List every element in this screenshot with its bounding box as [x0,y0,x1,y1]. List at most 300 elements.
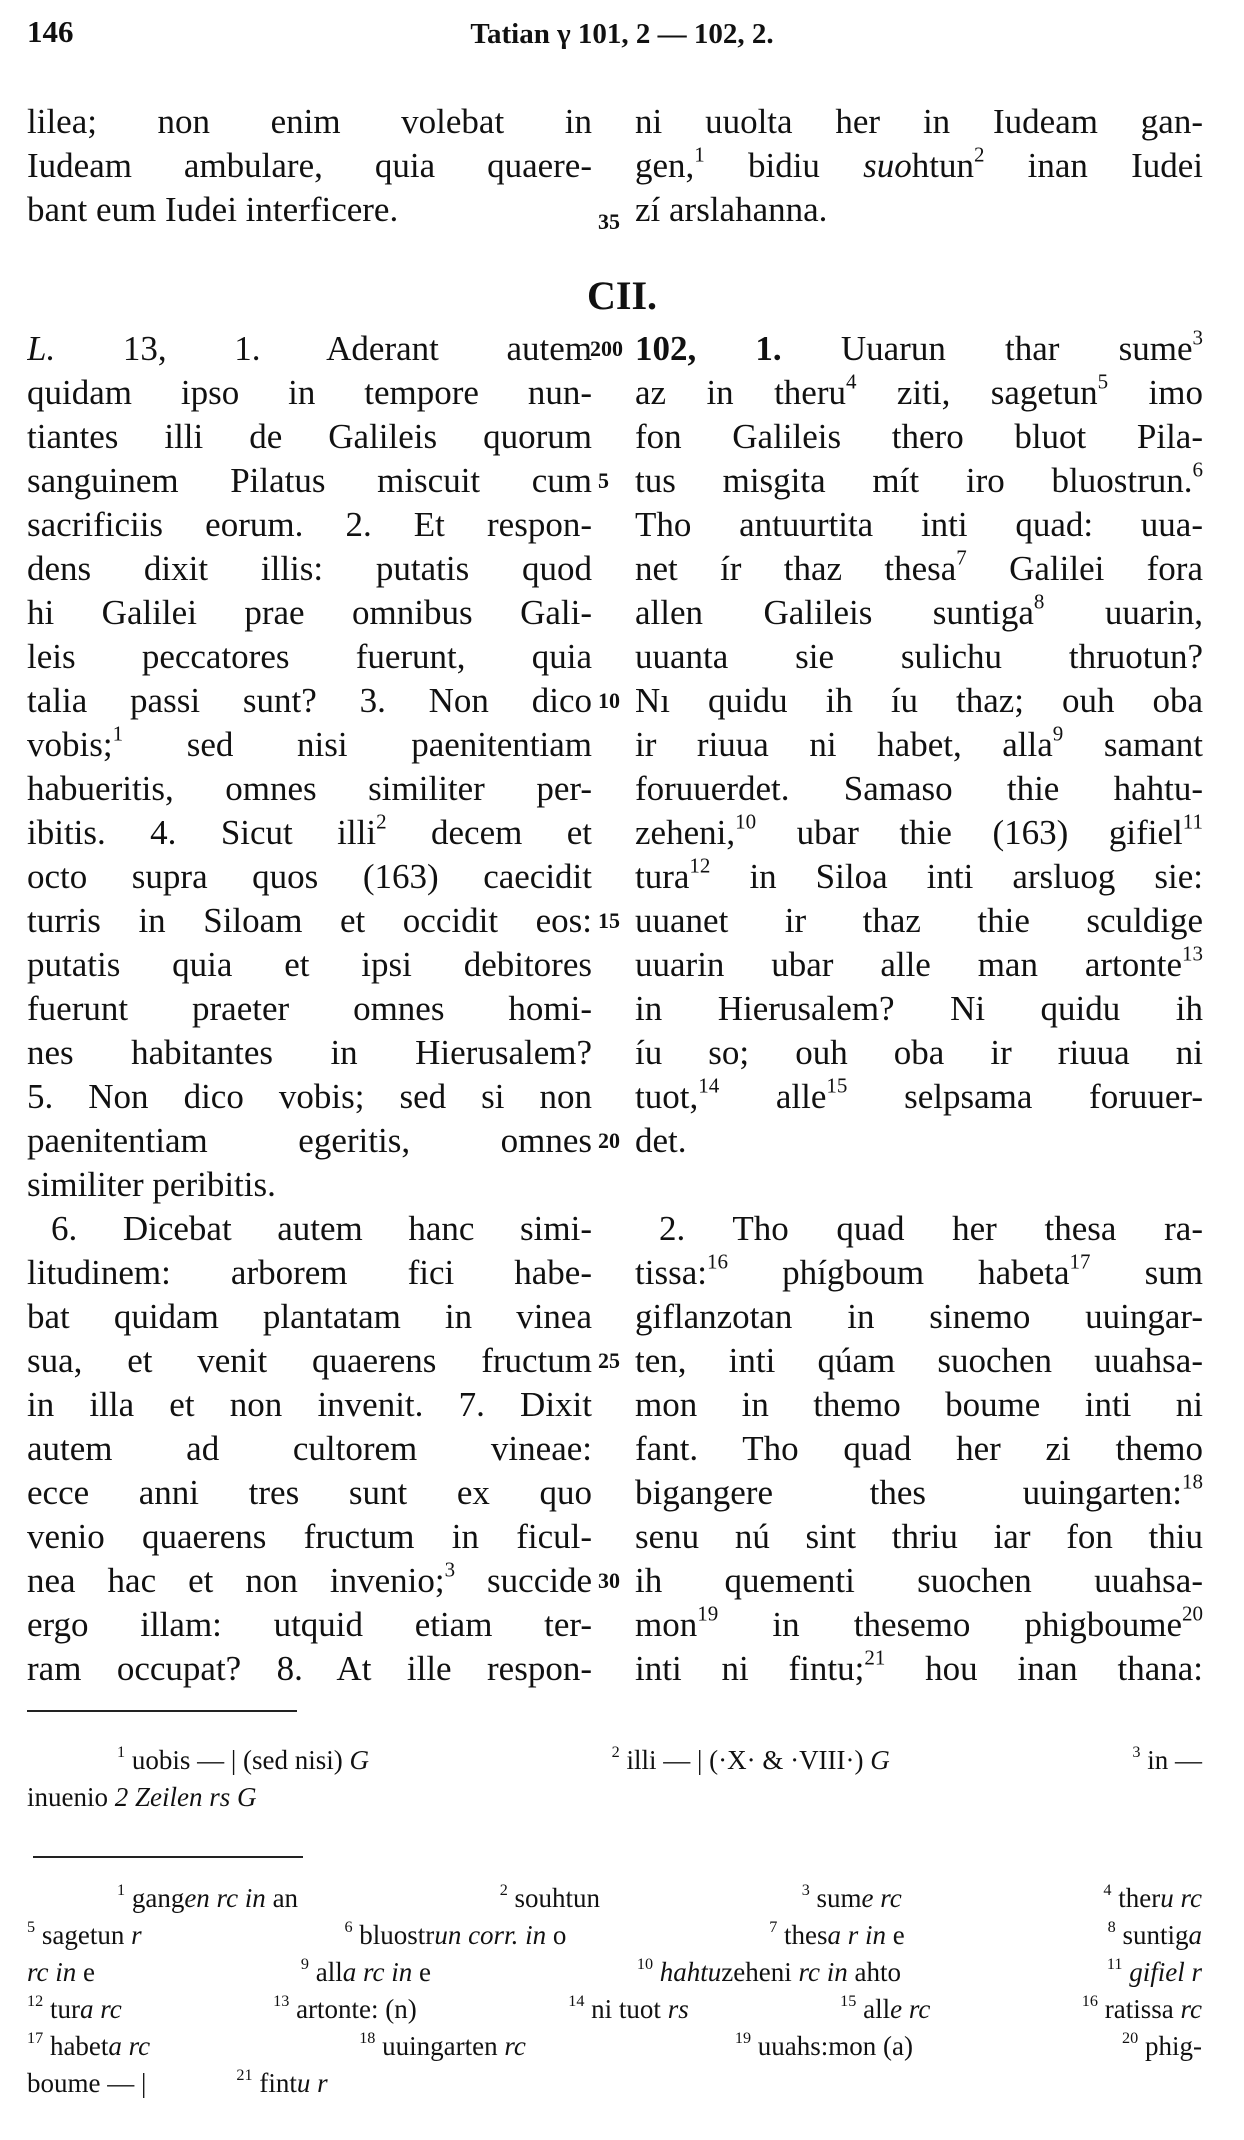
text-run: sacrificiis eorum. 2. Et respon- [27,505,592,544]
text-line [27,1427,592,1471]
bold-text: 102, 1. [635,329,782,368]
footnote [344,1917,566,1954]
footnote-marker: 10 [636,1954,654,1973]
italic-text: u rc [1160,1883,1202,1913]
footnote [27,2065,146,2102]
italic-text: u r [296,2068,328,2098]
text-run: íu so; ouh oba ir riuua ni [635,1033,1203,1072]
text-run: suntig [1115,1920,1189,1950]
text-run: litudinem: arborem fici habe- [27,1253,592,1292]
text-run: samant [1063,725,1203,764]
text-line [635,943,1203,987]
footnote [637,1954,901,1991]
footnote-marker: 4 [1103,1880,1112,1899]
footnote [735,2028,913,2065]
text-run: imo [1108,373,1203,412]
text-run: det. [635,1121,687,1160]
text-run: ziti, sagetun [856,373,1098,412]
footnote-marker: 7 [769,1917,778,1936]
text-run: habet [43,2031,109,2061]
text-line [27,1383,592,1427]
text-run: sanguinem Pilatus miscuit cum [27,461,592,500]
italic-text: e rc [890,1994,931,2024]
text-run: nea hac et non invenio; [27,1561,445,1600]
text-run: tuot, [635,1077,699,1116]
italic-text: G [870,1745,890,1775]
page-number: 146 [27,14,74,49]
text-run: uuingarten [375,2031,505,2061]
text-line [635,1163,1203,1207]
text-line [635,459,1203,503]
text-line [27,1515,592,1559]
footnote [273,1991,417,2028]
text-run: zeheni, [635,813,736,852]
running-title: Tatian γ 101, 2 — 102, 2. [470,18,774,50]
footnote [1122,2028,1202,2065]
line-number: 25 [598,1348,620,1373]
text-run: ni tuot [584,1994,668,2024]
text-run: paenitentiam egeritis, omnes [27,1121,592,1160]
text-run: habueritis, omnes similiter per- [27,769,592,808]
footnote-marker: 1 [112,723,124,746]
text-run: Nı quidu ih íu thaz; ouh oba [635,681,1203,720]
text-run: ahto [847,1957,901,1987]
italic-text: a rc [108,2031,151,2061]
top-left-column [27,100,592,232]
text-line [27,987,592,1031]
line-number: 30 [598,1568,620,1593]
footnote-marker: 20 [1182,1603,1203,1626]
text-line [635,1603,1203,1647]
footnote-marker: 14 [698,1075,720,1098]
text-run: leis peccatores fuerunt, quia [27,637,592,676]
text-line [27,100,592,144]
text-line [635,591,1203,635]
text-run: uuanta sie sulichu thruotun? [635,637,1203,676]
text-line [635,1383,1203,1427]
text-run: inuenio [27,1782,115,1812]
text-run: tus misgita mít iro bluostrun. [635,461,1193,500]
text-line [27,1647,592,1691]
italic-text: r [131,1920,142,1950]
text-line [27,767,592,811]
footnote-marker: 6 [344,1917,353,1936]
main-right-column [635,327,1203,1691]
footnote-marker: 21 [864,1647,886,1670]
footnote [236,2065,327,2102]
footnote-marker: 1 [694,144,705,167]
text-run: talia passi sunt? 3. Non dico [27,681,592,720]
text-line [635,1207,1203,1251]
text-line [27,327,592,371]
text-run: mon [635,1605,698,1644]
text-run: inti ni fintu; [635,1649,865,1688]
text-run: succide [455,1561,592,1600]
chapter-heading: CII. [586,273,658,318]
text-run: tiantes illi de Galileis quorum [27,417,592,456]
text-run: an [265,1883,299,1913]
line-number: 35 [598,209,620,234]
footnote-marker: 17 [27,2028,44,2047]
footnote-marker: 12 [689,855,711,878]
text-line [27,723,592,767]
text-run: selpsama foruuer- [847,1077,1203,1116]
text-run: in Hierusalem? Ni quidu ih [635,989,1203,1028]
text-run: in — [1140,1745,1202,1775]
footnote-marker: 18 [359,2028,376,2047]
text-run: fant. Tho quad her zi themo [635,1429,1203,1468]
footnote-marker: 5 [27,1917,36,1936]
footnote [1082,1991,1202,2028]
text-run: tur [43,1994,80,2024]
footnote [27,1954,95,1991]
main-left-column [27,327,592,1691]
text-run: 13, 1. Aderant autem [55,329,592,368]
text-line [635,1031,1203,1075]
text-line [635,100,1203,144]
italic-text: a rc [79,1994,122,2024]
text-run: lilea; non enim volebat in [27,102,592,141]
text-run: artonte: (n) [289,1994,417,2024]
footnote-marker: 2 [611,1742,620,1761]
text-run: ih quementi suochen uuahsa- [635,1561,1203,1600]
footnote-marker: 9 [1052,723,1064,746]
text-run: Galilei fora [966,549,1203,588]
text-line [635,723,1203,767]
italic-text: a rc in [342,1957,413,1987]
footnote-marker: 1 [117,1880,126,1899]
footnote-marker: 9 [300,1954,309,1973]
text-run: bidiu [704,146,864,185]
text-run: ther [1111,1883,1161,1913]
footnote-marker: 15 [826,1075,848,1098]
text-run: Iudeam ambulare, quia quaere- [27,146,592,185]
footnote-marker: 3 [444,1559,456,1582]
footnote-line [27,1742,1202,1779]
text-line [27,1559,592,1603]
italic-text: un corr. in [434,1920,547,1950]
text-line [635,1515,1203,1559]
text-run: ecce anni tres sunt ex quo [27,1473,592,1512]
footnote [27,1917,142,1954]
text-run: gen, [635,146,695,185]
top-right-column [635,100,1203,232]
text-run: mon in themo boume inti ni [635,1385,1203,1424]
text-line [635,987,1203,1031]
footnote-marker: 2 [376,811,387,834]
text-run: bat quidam plantatam in vinea [27,1297,592,1336]
text-run: boume — | [27,2068,147,2098]
text-line [635,1471,1203,1515]
text-run: in thesemo phigboume [718,1605,1182,1644]
text-line [27,1251,592,1295]
text-run: souhtun [507,1883,601,1913]
text-run: sagetun [35,1920,132,1950]
footnote-marker: 7 [956,547,967,570]
text-line [27,811,592,855]
footnote [568,1991,688,2028]
line-number: 10 [598,688,620,713]
text-line [27,144,592,188]
text-line [635,503,1203,547]
text-run: alle [719,1077,827,1116]
text-run: bluostr [352,1920,435,1950]
text-run: bigangere thes uuingarten: [635,1473,1182,1512]
text-run: Tho antuurtita inti quad: uua- [635,505,1203,544]
text-run: ergo illam: utquid etiam ter- [27,1605,592,1644]
italic-text: rc in [27,1957,77,1987]
italic-text: rs [667,1994,689,2024]
text-run: ni uuolta her in Iudeam gan- [635,102,1203,141]
text-run: octo supra quos (163) caecidit [27,857,592,896]
text-run: uobis — | (sed nisi) [125,1745,350,1775]
footnote-line [27,2028,1202,2065]
text-line [635,635,1203,679]
footnote [117,1742,369,1779]
text-line [27,1075,592,1119]
italic-text: suo [863,146,912,185]
text-run: o [546,1920,567,1950]
footnote-line [27,1954,1202,1991]
text-line [27,943,592,987]
text-run: bant eum Iudei interficere. [27,190,399,229]
text-line [27,855,592,899]
text-line [635,144,1203,188]
text-run: sed nisi paenitentiam [123,725,592,764]
text-line [635,1075,1203,1119]
text-run: hou inan thana: [885,1649,1203,1688]
text-line [635,371,1203,415]
text-run: ibitis. 4. Sicut illi [27,813,377,852]
footnote [802,1880,902,1917]
text-run: venio quaerens fructum in ficul- [27,1517,592,1556]
footnote-divider [33,1856,303,1858]
footnote-marker: 2 [973,144,985,167]
text-run: zeheni [721,1957,799,1987]
text-run: in illa et non invenit. 7. Dixit [27,1385,592,1424]
footnote-line [27,1991,1202,2028]
footnote [117,1880,298,1917]
text-run: e [76,1957,95,1987]
text-line [27,1471,592,1515]
text-run: allen Galileis suntiga [635,593,1034,632]
footnote-line [27,1880,1202,1917]
italic-text: a [1188,1920,1202,1950]
text-run: 6. Dicebat autem hanc simi- [51,1209,592,1248]
text-line [635,188,1203,232]
italic-text: rc [1180,1994,1202,2024]
text-line [27,1339,592,1383]
text-run: quidam ipso in tempore nun- [27,373,592,412]
footnote-marker: 11 [1182,811,1203,834]
footnote-marker: 3 [1132,1742,1141,1761]
text-run: fint [252,2068,297,2098]
text-line [635,811,1203,855]
text-run: uuanet ir thaz thie sculdige [635,901,1203,940]
text-line [635,767,1203,811]
footnote-line [27,2065,1202,2102]
footnote-marker: 2 [499,1880,508,1899]
footnote-marker: 8 [1033,591,1045,614]
line-number: 5 [598,468,609,493]
text-run: htun [911,146,974,185]
line-number: 20 [598,1128,620,1153]
footnote [769,1917,905,1954]
footnote-marker: 11 [1106,1954,1123,1973]
text-line [27,591,592,635]
italic-text: en rc in [184,1883,266,1913]
text-run: sum [1090,1253,1203,1292]
footnote [612,1742,890,1779]
footnote-line [27,1917,1202,1954]
footnote [27,1779,257,1816]
footnote-marker: 10 [735,811,757,834]
text-run: 5. Non dico vobis; sed si non [27,1077,592,1116]
text-run: all [308,1957,343,1987]
text-line [27,1119,592,1163]
text-line [27,1603,592,1647]
text-run: phig- [1138,2031,1202,2061]
text-run: vobis; [27,725,113,764]
text-run: ir riuua ni habet, alla [635,725,1053,764]
text-line [635,547,1203,591]
footnote-marker: 19 [734,2028,752,2047]
footnote-line [27,1779,1202,1816]
text-run: phígboum habeta [727,1253,1070,1292]
footnote [27,1991,122,2028]
text-line [27,635,592,679]
latin-footnotes [27,1742,1202,1816]
text-line [635,679,1203,723]
footnote-marker: 16 [706,1251,728,1274]
text-line [27,371,592,415]
italic-text: rc [504,2031,526,2061]
text-line [27,547,592,591]
text-run: 2. Tho quad her thesa ra- [659,1209,1203,1248]
text-run: fuerunt praeter omnes homi- [27,989,592,1028]
footnote [500,1880,600,1917]
text-run: foruuerdet. Samaso thie hahtu- [635,769,1203,808]
text-line [635,1251,1203,1295]
text-line [27,899,592,943]
italic-text: a r in [827,1920,887,1950]
italic-text: L. [27,329,56,368]
footnote-marker: 13 [1182,943,1203,966]
footnote-marker: 13 [273,1991,290,2010]
text-run: senu nú sint thriu iar fon thiu [635,1517,1203,1556]
text-run [653,1957,660,1987]
text-run: net ír thaz thesa [635,549,957,588]
italic-text: 2 Zeilen rs G [114,1782,257,1812]
text-run: giflanzotan in sinemo uuingar- [635,1297,1203,1336]
text-run: uuarin, [1044,593,1203,632]
footnote-marker: 19 [697,1603,719,1626]
text-run: illi — | (·X· & ·VIII·) [619,1745,871,1775]
footnote-marker: 18 [1182,1471,1203,1494]
text-run: uuahs:mon (a) [751,2031,914,2061]
text-run: sua, et venit quaerens fructum [27,1341,592,1380]
footnote-marker: 20 [1122,2028,1139,2047]
footnote-marker: 3 [1192,327,1203,350]
text-run: inan Iudei [984,146,1203,185]
text-run: gang [125,1883,185,1913]
text-line [635,1339,1203,1383]
italic-text: gifiel r [1129,1957,1202,1987]
footnote [840,1991,930,2028]
text-line [635,855,1203,899]
text-line [635,1559,1203,1603]
text-line [635,1647,1203,1691]
italic-text: G [349,1745,369,1775]
text-run: tissa: [635,1253,707,1292]
text-run: in Siloa inti arsluog sie: [710,857,1203,896]
text-line [27,415,592,459]
text-run: uuarin ubar alle man artonte [635,945,1182,984]
text-run: ratissa [1097,1994,1181,2024]
text-line [635,327,1203,371]
footnote-marker: 15 [840,1991,857,2010]
text-run: sum [809,1883,862,1913]
text-line [635,1427,1203,1471]
text-line [27,459,592,503]
text-run: fon Galileis thero bluot Pila- [635,417,1203,456]
text-line [635,899,1203,943]
footnote-divider [27,1710,297,1712]
text-line [27,1163,592,1207]
italic-text: e rc [861,1883,902,1913]
text-run: putatis quia et ipsi debitores [27,945,592,984]
text-run: turris in Siloam et occidit eos: [27,901,592,940]
footnote [1132,1742,1202,1779]
text-run: zí arslahanna. [635,190,828,229]
footnote [359,2028,526,2065]
italic-text: hahtu [659,1957,722,1987]
italic-text: rc in [798,1957,848,1987]
footnote-marker: 8 [1107,1917,1116,1936]
text-run: e [412,1957,431,1987]
text-run: nes habitantes in Hierusalem? [27,1033,592,1072]
footnote [1107,1954,1202,1991]
footnote-marker: 17 [1069,1251,1091,1274]
text-line [27,1295,592,1339]
text-line [27,503,592,547]
text-run: similiter peribitis. [27,1165,276,1204]
text-run: ten, inti qúam suochen uuahsa- [635,1341,1203,1380]
footnote-marker: 4 [846,371,857,394]
footnote-marker: 14 [568,1991,585,2010]
text-line [27,1207,592,1251]
footnote-marker: 1 [117,1742,126,1761]
german-footnotes [27,1880,1202,2102]
text-line [27,188,592,232]
footnote [1108,1917,1202,1954]
text-run: decem et [386,813,592,852]
text-run: e [886,1920,905,1950]
text-run: hi Galilei prae omnibus Gali- [27,593,592,632]
text-run: tura [635,857,690,896]
footnote-marker: 21 [236,2065,253,2084]
text-run: Uuarun thar sume [781,329,1193,368]
line-number: 200 [590,336,623,361]
text-run: ram occupat? 8. At ille respon- [27,1649,592,1688]
line-number: 15 [598,908,620,933]
text-line [635,1295,1203,1339]
text-run: autem ad cultorem vineae: [27,1429,592,1468]
footnote [1103,1880,1202,1917]
footnote-marker: 16 [1081,1991,1098,2010]
text-run: thes [777,1920,828,1950]
text-run: dens dixit illis: putatis quod [27,549,592,588]
